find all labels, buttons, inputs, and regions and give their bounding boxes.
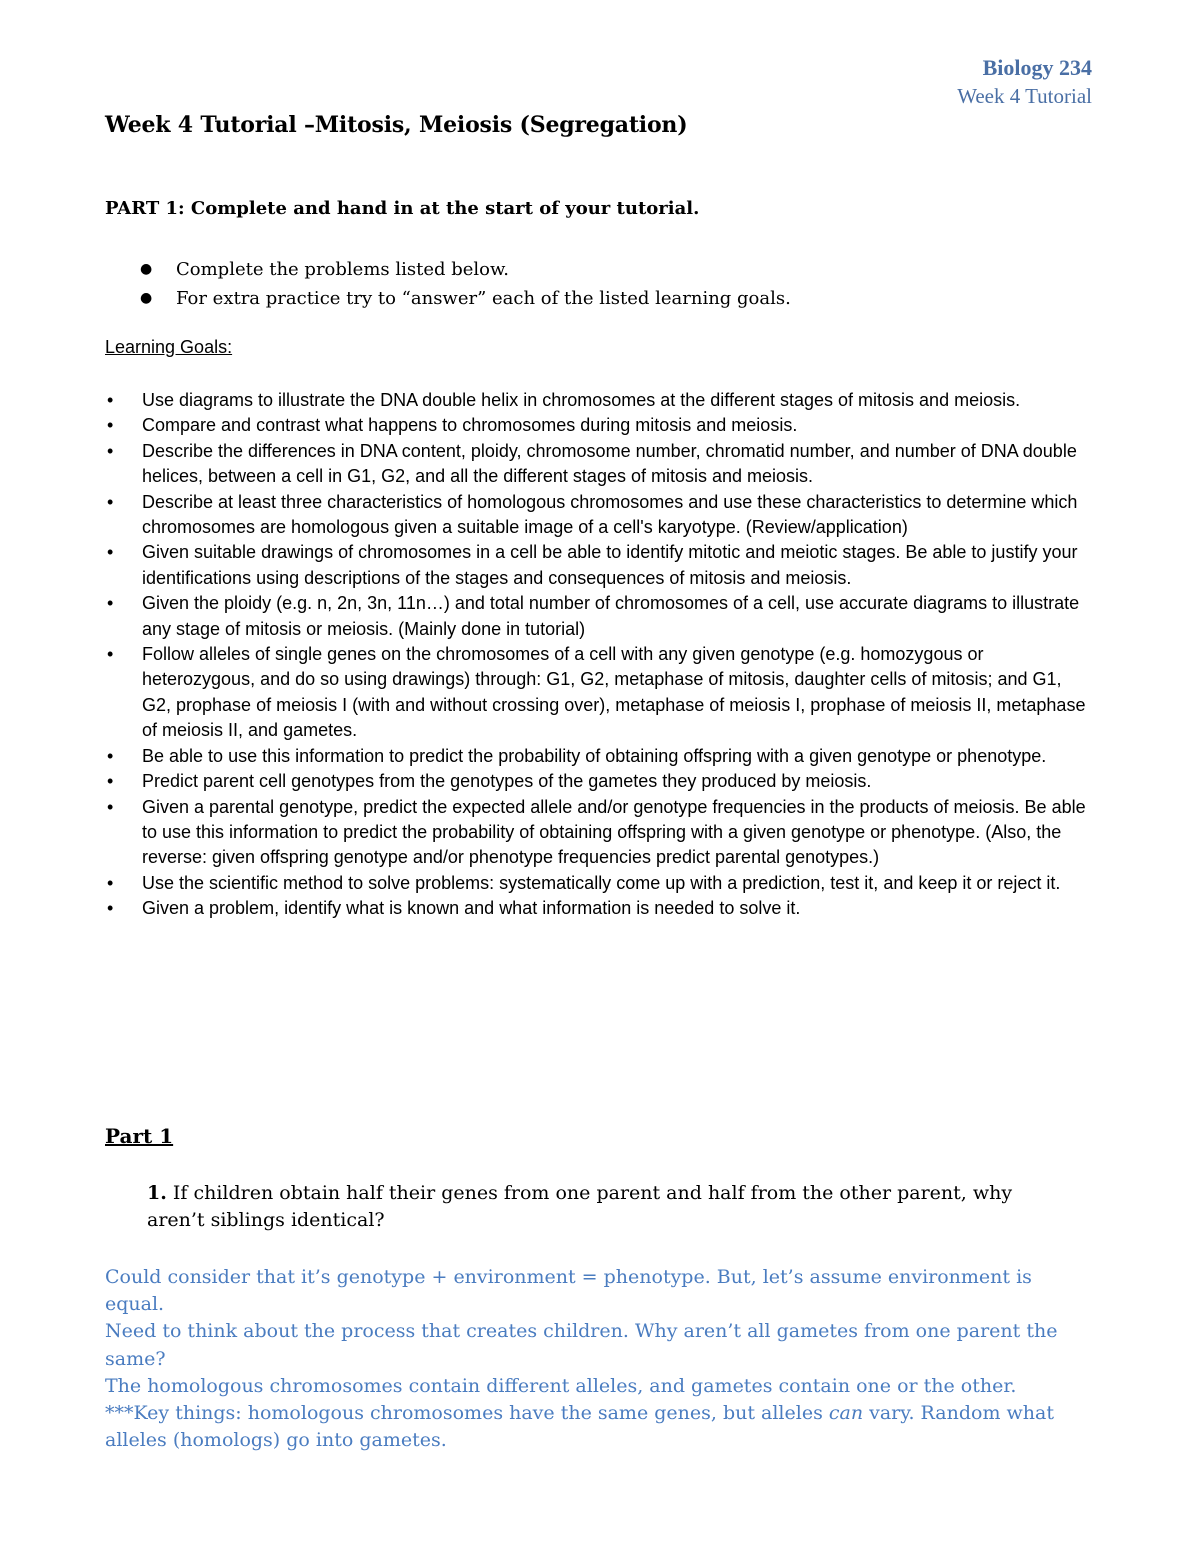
- list-item: [107, 388, 1092, 413]
- bullet-icon: •: [107, 771, 114, 792]
- task-list: [140, 255, 791, 313]
- bullet-icon: •: [107, 898, 114, 919]
- goal-text: Describe the differences in DNA content, ploidy, chromosome number, chromatid number, and number of DNA double helices, between a cell in G1, G2, and all the different stages of mitosis and meiosis.: [142, 440, 1077, 487]
- list-item: [107, 744, 1092, 769]
- answer-text: ***Key things: homologous chromosomes have the same genes, but alleles: [105, 1402, 829, 1425]
- goal-text: Given the ploidy (e.g. n, 2n, 3n, 11n…) and total number of chromosomes of a cell, use accurate diagrams to illustrate any stage of mitosis or meiosis. (Mainly done in tutorial): [142, 593, 1080, 639]
- learning-goals-list: [107, 388, 1092, 922]
- list-item: [107, 413, 1092, 438]
- answer-emphasis: can: [828, 1402, 864, 1425]
- bullet-icon: •: [107, 745, 114, 766]
- goal-text: Compare and contrast what happens to chromosomes during mitosis and meiosis.: [142, 415, 798, 436]
- goal-text: Use diagrams to illustrate the DNA double helix in chromosomes at the different stages of mitosis and meiosis.: [142, 390, 1021, 410]
- answer-line: [105, 1400, 1095, 1454]
- list-item: [107, 591, 1092, 642]
- list-item: [140, 255, 791, 284]
- goal-text: Be able to use this information to predict the probability of obtaining offspring with a given genotype or phenotype.: [142, 745, 1047, 766]
- list-item: [107, 540, 1092, 591]
- answer-text: vary. Random what alleles (homologs) go into gametes.: [105, 1402, 1054, 1452]
- bullet-icon: •: [107, 440, 114, 461]
- goal-text: Describe at least three characteristics of homologous chromosomes and use these characteristics to determine which chromosomes are homologous given a suitable image of a cell's karyotype. (Review/application): [142, 491, 1078, 538]
- goal-text: Follow alleles of single genes on the chromosomes of a cell with any given genotype (e.g. homozygous or heterozygous, and do so using drawings) through: G1, G2, metaphase of mitosis, daughter cells of mitosis; and G1, G2, prophase of meiosis I (with and without crossing over), metaphase of meiosis I, prophase of meiosis II, metaphase of meiosis II, and gametes.: [142, 644, 1086, 741]
- header-subtitle: Week 4 Tutorial: [957, 84, 1092, 108]
- list-item: [107, 439, 1092, 490]
- answer-line: The homologous chromosomes contain different alleles, and gametes contain one or the other.: [105, 1374, 1017, 1397]
- page-header: [957, 54, 1092, 110]
- goal-text: Use the scientific method to solve problems: systematically come up with a prediction, test it, and keep it or reject it.: [142, 872, 1061, 893]
- bullet-icon: •: [107, 415, 114, 436]
- question-1: [147, 1180, 1067, 1234]
- task-text: Complete the problems listed below.: [176, 259, 509, 280]
- bullet-icon: ●: [140, 261, 153, 277]
- part-instruction: PART 1: Complete and hand in at the start of your tutorial.: [105, 198, 700, 219]
- answer-block: [105, 1264, 1095, 1454]
- bullet-icon: •: [107, 542, 114, 563]
- bullet-icon: •: [107, 491, 114, 512]
- learning-goals-heading: Learning Goals:: [105, 337, 233, 357]
- question-text: If children obtain half their genes from one parent and half from the other parent, why aren’t siblings identical?: [147, 1182, 1013, 1231]
- bullet-icon: ●: [140, 290, 153, 306]
- bullet-icon: •: [107, 390, 114, 410]
- answer-line: Could consider that it’s genotype + environment = phenotype. But, let’s assume environment is equal.: [105, 1266, 1032, 1316]
- bullet-icon: •: [107, 796, 114, 817]
- bullet-icon: •: [107, 593, 114, 614]
- document-title: Week 4 Tutorial –Mitosis, Meiosis (Segregation): [105, 112, 688, 138]
- list-item: [107, 490, 1092, 541]
- course-name: Biology 234: [982, 55, 1092, 80]
- goal-text: Given a parental genotype, predict the expected allele and/or genotype frequencies in the products of meiosis. Be able to use this information to predict the probability of obtaining offspring with a given genotype or phenotype. (Also, the reverse: given offspring genotype and/or phenotype frequencies predict parental genotypes.): [142, 796, 1086, 868]
- answer-line: Need to think about the process that creates children. Why aren’t all gametes from one parent the same?: [105, 1320, 1058, 1370]
- list-item: [107, 769, 1092, 794]
- list-item: [107, 896, 1092, 921]
- bullet-icon: •: [107, 644, 114, 665]
- list-item: [107, 871, 1092, 896]
- part1-heading: Part 1: [105, 1124, 174, 1148]
- goal-text: Given suitable drawings of chromosomes in a cell be able to identify mitotic and meiotic stages. Be able to justify your identifications using descriptions of the stages and consequences of mitosis and meiosis.: [142, 542, 1078, 588]
- goal-text: Predict parent cell genotypes from the genotypes of the gametes they produced by meiosis.: [142, 771, 872, 792]
- list-item: [107, 642, 1092, 744]
- task-text: For extra practice try to “answer” each of the listed learning goals.: [176, 288, 791, 309]
- list-item: [140, 284, 791, 313]
- goal-text: Given a problem, identify what is known and what information is needed to solve it.: [142, 898, 801, 919]
- list-item: [107, 795, 1092, 871]
- bullet-icon: •: [107, 872, 114, 893]
- question-number: 1.: [147, 1182, 167, 1204]
